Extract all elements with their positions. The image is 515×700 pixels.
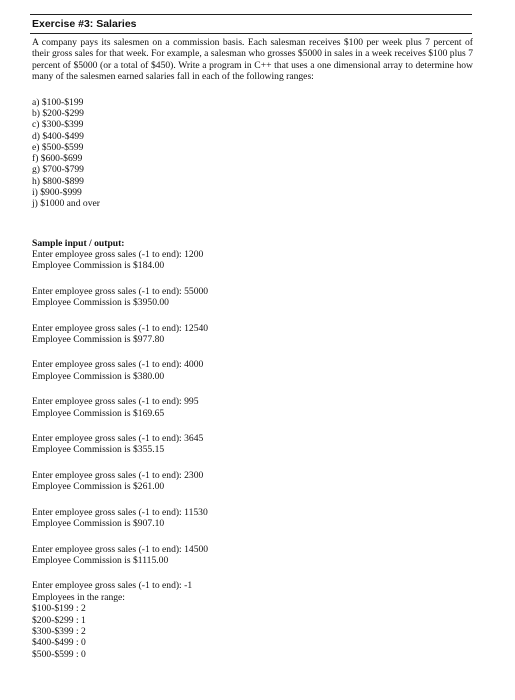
run-prompt: Enter employee gross sales (-1 to end): 995 [32,396,199,408]
title-rule-bottom [30,33,472,34]
exercise-description: A company pays its salesmen on a commission basis. Each salesman receives $100 per week plus 7 percent of their gross sales for that week. For example, a salesman who grosses $5000 in sales in a week receives $100 plus 7 percent of $5000 (or a total of $450). Write a program in C++ that uses a one dimensional array to determine how many of the salesmen earned salaries fall in each of the following ranges: [32,37,473,83]
range-item: j) $1000 and over [32,198,100,210]
summary-line: $300-$399 : 2 [32,625,86,637]
run-prompt: Enter employee gross sales (-1 to end): 1200 [32,249,204,260]
run-result: Employee Commission is $1115.00 [32,554,169,566]
range-item: h) $800-$899 [32,175,84,187]
summary-line: $100-$199 : 2 [32,603,86,615]
run-prompt: Enter employee gross sales (-1 to end): 14500 [32,543,209,555]
range-item: b) $200-$299 [32,107,84,119]
sample-run [32,323,475,346]
sample-run [32,359,475,382]
sample-output [30,249,475,660]
range-item: a) $100-$199 [32,96,84,108]
run-result: Employee Commission is $907.10 [32,518,165,530]
run-result: Employee Commission is $261.00 [32,481,165,493]
range-item: d) $400-$499 [32,130,84,142]
range-item: e) $500-$599 [32,141,84,153]
sample-run [32,470,475,493]
run-prompt: Enter employee gross sales (-1 to end): 4000 [32,359,204,371]
run-prompt: Enter employee gross sales (-1 to end): 12540 [32,322,209,334]
final-prompt: Enter employee gross sales (-1 to end): -1 [32,580,193,592]
sample-run [32,544,475,567]
sample-run [32,507,475,530]
run-prompt: Enter employee gross sales (-1 to end): 55000 [32,285,209,297]
run-result: Employee Commission is $184.00 [32,260,165,272]
run-result: Employee Commission is $3950.00 [32,297,169,309]
run-result: Employee Commission is $977.80 [32,334,165,346]
sample-run [32,396,475,419]
range-item: i) $900-$999 [32,187,82,198]
run-result: Employee Commission is $380.00 [32,370,165,382]
sample-final-run [32,580,475,660]
document-page [30,8,475,660]
run-result: Employee Commission is $169.65 [32,407,165,419]
summary-line: $400-$499 : 0 [32,637,86,649]
salary-range-list [32,97,475,210]
sample-run [32,286,475,309]
run-prompt: Enter employee gross sales (-1 to end): 3645 [32,433,204,445]
run-prompt: Enter employee gross sales (-1 to end): 2300 [32,469,204,481]
run-prompt: Enter employee gross sales (-1 to end): 11530 [32,506,208,518]
range-item: g) $700-$799 [32,164,84,176]
sample-heading: Sample input / output: [32,237,125,249]
range-item: c) $300-$399 [32,119,84,131]
sample-run [32,433,475,456]
summary-line: $500-$599 : 0 [32,648,86,660]
summary-label: Employees in the range: [32,591,125,603]
exercise-title: Exercise #3: Salaries [32,18,137,30]
run-result: Employee Commission is $355.15 [32,444,165,456]
range-item: f) $600-$699 [32,153,83,165]
summary-line: $200-$299 : 1 [32,614,86,626]
sample-run [32,249,475,272]
